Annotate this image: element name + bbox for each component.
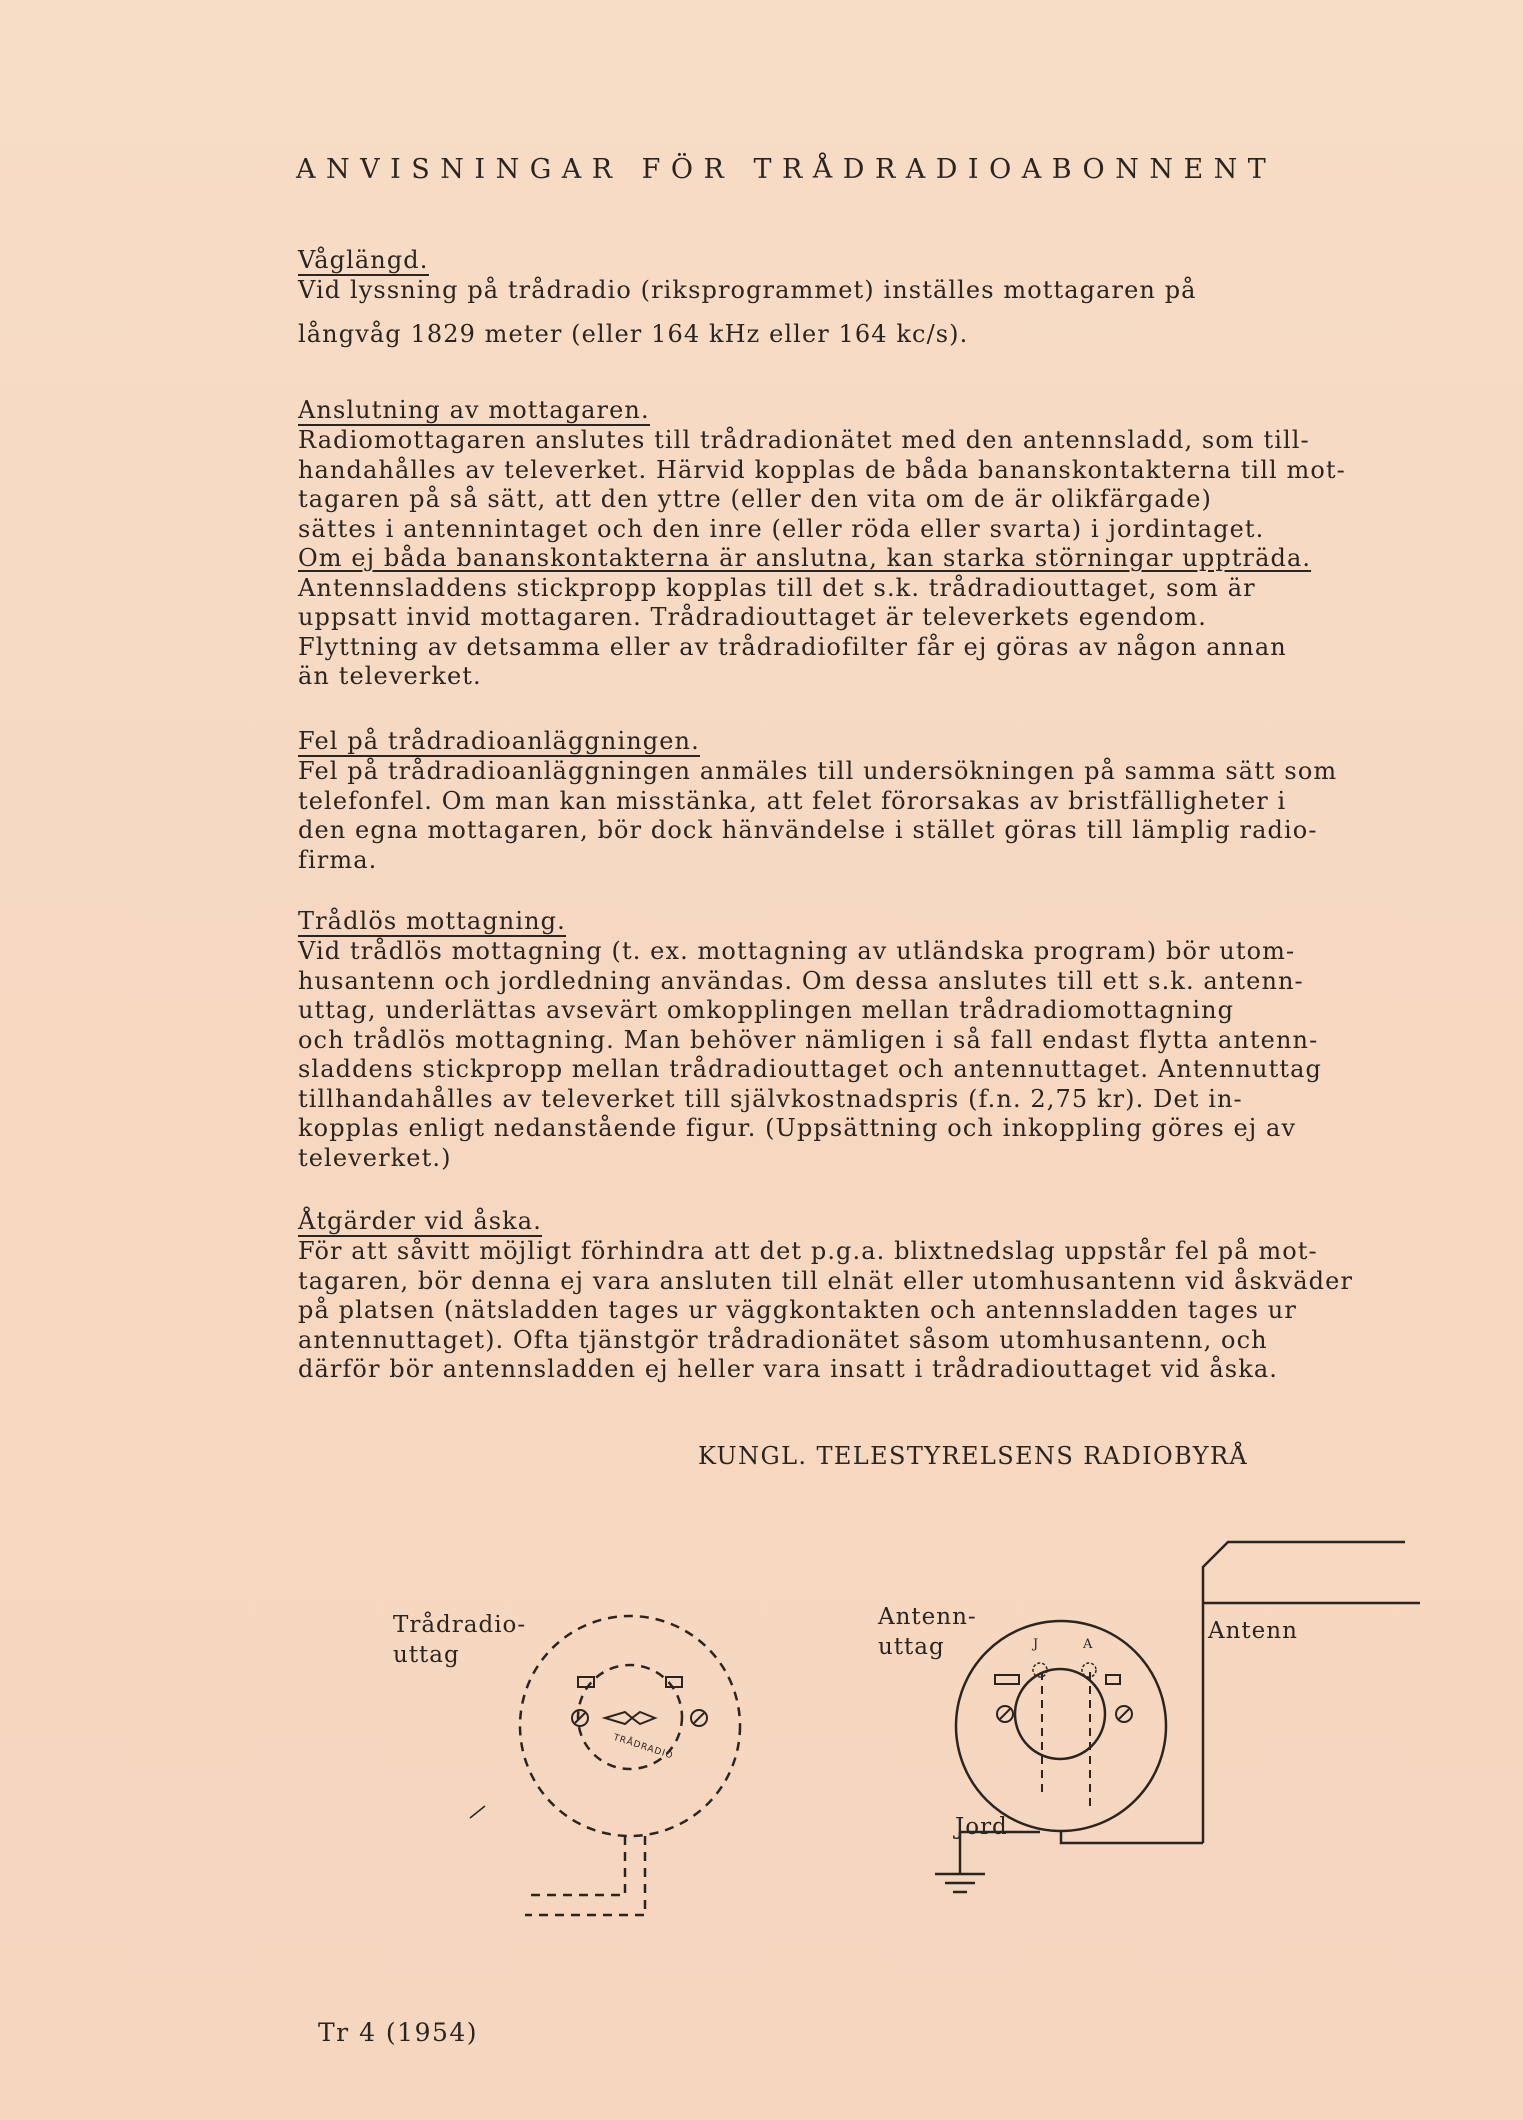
- text-line: Vid trådlös mottagning (t. ex. mottagning av utländska program) bör utom-: [298, 937, 1296, 965]
- antenn-label: Antenn: [1208, 1618, 1298, 1644]
- tradradio-label-line1: Trådradio-: [393, 1612, 527, 1638]
- svg-text:TRÅDRADIO: TRÅDRADIO: [611, 1732, 675, 1762]
- section-heading: Fel på trådradioanläggningen.: [298, 727, 700, 755]
- text-line: Radiomottagaren anslutes till trådradionätet med den antennsladd, som till-: [298, 426, 1310, 454]
- text-line: telefonfel. Om man kan misstänka, att felet förorsakas av bristfälligheter i: [298, 786, 1287, 815]
- document-title: ANVISNINGAR FÖR TRÅDRADIOABONNENT: [296, 154, 1277, 185]
- tradradio-outlet-details: [572, 1677, 707, 1726]
- text-line: Vid lyssning på trådradio (riksprogrammet) inställes mottagaren på: [298, 276, 1197, 304]
- text-line: Om ej båda bananskontakterna är anslutna, kan starka störningar uppträda.: [298, 544, 1312, 572]
- text-line: sladdens stickpropp mellan trådradiouttaget och antennuttaget. Antennuttag: [298, 1055, 1322, 1083]
- text-line: uttag, underlättas avsevärt omkopplingen mellan trådradiomottagning: [298, 996, 1235, 1024]
- jord-label: Jord: [955, 1814, 1008, 1840]
- text-line: Fel på trådradioanläggningen anmäles till undersökningen på samma sätt som: [298, 757, 1338, 785]
- text-line: långvåg 1829 meter (eller 164 kHz eller 164 kc/s).: [298, 319, 969, 348]
- text-line: handahålles av televerket. Härvid kopplas de båda bananskontakterna till mot-: [298, 455, 1346, 484]
- section-heading: Trådlös mottagning.: [298, 907, 566, 935]
- section-heading: Anslutning av mottagaren.: [298, 396, 650, 424]
- text-line: televerket.): [298, 1143, 452, 1172]
- tradradio-outlet-drawing: [520, 1616, 740, 1915]
- tradradio-label-line2: uttag: [393, 1642, 460, 1668]
- signature: KUNGL. TELESTYRELSENS RADIOBYRÅ: [698, 1442, 1249, 1470]
- document-footer: Tr 4 (1954): [318, 2018, 479, 2047]
- antenna-outlet-drawing: [956, 1621, 1166, 1831]
- antenna-wire: [1061, 1542, 1420, 1843]
- text-line: Antennsladdens stickpropp kopplas till det s.k. trådradiouttaget, som är: [298, 573, 1256, 602]
- antenn-uttag-label-line2: uttag: [878, 1634, 945, 1660]
- section-heading: Våglängd.: [298, 246, 429, 274]
- text-line: uppsatt invid mottagaren. Trådradiouttaget är televerkets egendom.: [298, 603, 1208, 631]
- text-line: den egna mottagaren, bör dock hänvändelse i stället göras till lämplig radio-: [298, 816, 1318, 844]
- antenn-uttag-label-line1: Antenn-: [878, 1604, 977, 1630]
- text-line: än televerket.: [298, 662, 482, 690]
- pin-a-label: A: [1083, 1637, 1093, 1652]
- text-line: sättes i antennintaget och den inre (eller röda eller svarta) i jordintaget.: [298, 514, 1265, 543]
- text-line: tagaren, bör denna ej vara ansluten till elnät eller utomhusantenn vid åskväder: [298, 1266, 1354, 1295]
- text-line: För att såvitt möjligt förhindra att det p.g.a. blixtnedslag uppstår fel på mot-: [298, 1237, 1318, 1265]
- text-line: därför bör antennsladden ej heller vara insatt i trådradiouttaget vid åska.: [298, 1355, 1278, 1383]
- text-line: husantenn och jordledning användas. Om dessa anslutes till ett s.k. antenn-: [298, 966, 1304, 995]
- text-line: Flyttning av detsamma eller av trådradiofilter får ej göras av någon annan: [298, 632, 1287, 661]
- text-line: firma.: [298, 845, 378, 874]
- section-heading: Åtgärder vid åska.: [298, 1207, 542, 1235]
- tick-mark: [470, 1806, 485, 1818]
- text-line: antennuttaget). Ofta tjänstgör trådradionätet såsom utomhusantenn, och: [298, 1325, 1268, 1354]
- text-line: tagaren på så sätt, att den yttre (eller den vita om de är olikfärgade): [298, 485, 1212, 513]
- text-line: på platsen (nätsladden tages ur väggkontakten och antennsladden tages ur: [298, 1296, 1297, 1324]
- pin-j-label: J: [1033, 1637, 1039, 1652]
- text-line: kopplas enligt nedanstående figur. (Uppsättning och inkoppling göres ej av: [298, 1114, 1297, 1142]
- text-line: tillhandahålles av televerket till självkostnadspris (f.n. 2,75 kr). Det in-: [298, 1084, 1243, 1113]
- text-line: och trådlös mottagning. Man behöver nämligen i så fall endast flytta antenn-: [298, 1025, 1319, 1054]
- tradradio-stamp-text: [611, 1731, 675, 1762]
